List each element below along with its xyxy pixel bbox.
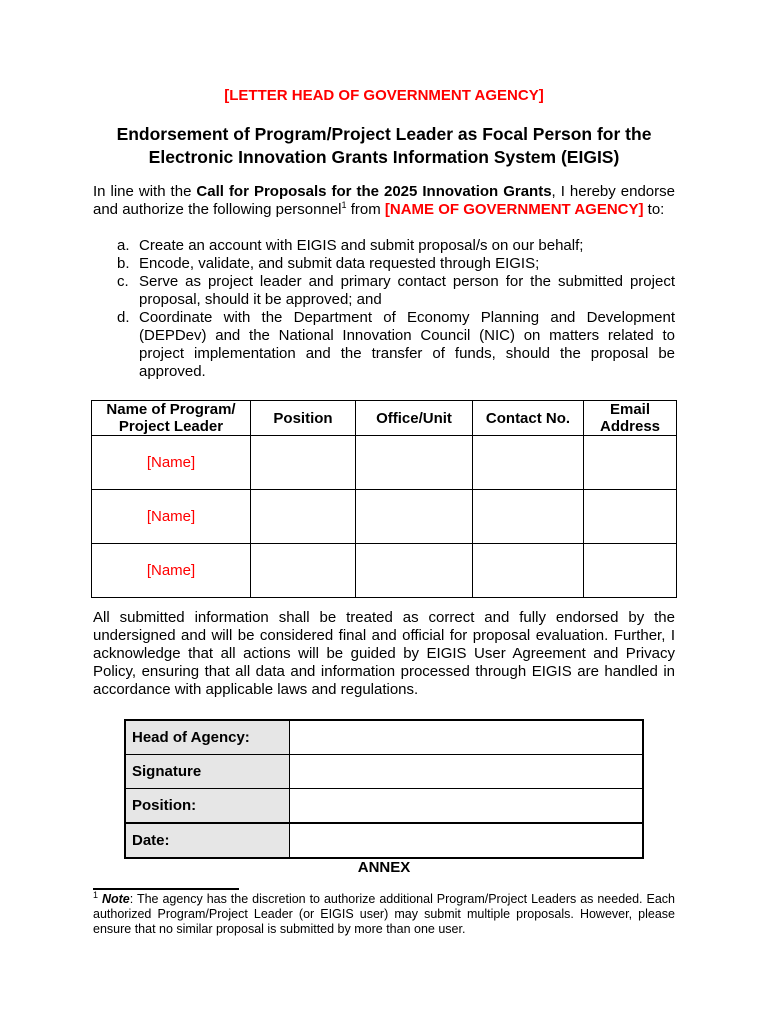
footnote-text: : The agency has the discretion to authorize additional Program/Project Leaders as needed. Each authorized Program/Project Leader (or EIGIS user) may submit multiple proposals. However, please ensure that no similar proposal is submitted by more than one user. (93, 892, 675, 936)
signature-row (125, 823, 643, 858)
contact-cell[interactable] (473, 544, 584, 598)
email-cell[interactable] (584, 436, 677, 490)
head-of-agency-field[interactable] (290, 720, 644, 755)
table-row (92, 490, 677, 544)
call-name: Call for Proposals for the 2025 Innovation Grants (196, 183, 552, 200)
footnote (93, 889, 675, 937)
table-row (92, 544, 677, 598)
list-item (93, 309, 675, 381)
intro-text: to: (643, 201, 665, 218)
footnote-divider (93, 888, 239, 890)
signature-row (125, 789, 643, 824)
list-item (93, 237, 675, 255)
list-text: Encode, validate, and submit data requested through EIGIS; (139, 255, 540, 272)
list-item (93, 273, 675, 309)
list-text: Create an account with EIGIS and submit proposal/s on our behalf; (139, 237, 584, 254)
date-field[interactable] (290, 823, 644, 858)
date-label: Date: (125, 823, 290, 858)
position-cell[interactable] (251, 490, 356, 544)
signature-label: Signature (125, 755, 290, 789)
position-field[interactable] (290, 789, 644, 824)
list-letter: d. (117, 309, 130, 326)
position-label: Position: (125, 789, 290, 824)
list-letter: c. (117, 273, 129, 290)
header-contact: Contact No. (473, 401, 584, 436)
footnote-ref: 1 (341, 200, 347, 210)
contact-cell[interactable] (473, 490, 584, 544)
authorization-list (93, 237, 675, 381)
office-cell[interactable] (356, 544, 473, 598)
office-cell[interactable] (356, 490, 473, 544)
signature-field[interactable] (290, 755, 644, 789)
name-cell[interactable]: [Name] (92, 436, 251, 490)
annex-heading: ANNEX (357, 859, 411, 876)
letterhead-placeholder: [LETTER HEAD OF GOVERNMENT AGENCY] (224, 87, 544, 104)
list-letter: b. (117, 255, 130, 272)
office-cell[interactable] (356, 436, 473, 490)
table-header-row (92, 401, 677, 436)
list-text: Coordinate with the Department of Economy Planning and Development (DEPDev) and the National Innovation Council (NIC) on matters related to project implementation and the transfer of funds, should the proposal be approved. (139, 309, 675, 380)
intro-paragraph (93, 183, 675, 219)
intro-text: In line with the (93, 183, 197, 200)
email-cell[interactable] (584, 490, 677, 544)
header-email: Email Address (584, 401, 677, 436)
name-cell[interactable]: [Name] (92, 490, 251, 544)
list-letter: a. (117, 237, 130, 254)
header-name: Name of Program/ Project Leader (92, 401, 251, 436)
table-row (92, 436, 677, 490)
note-label: Note (101, 892, 130, 906)
list-text: Serve as project leader and primary contact person for the submitted project proposal, should it be approved; and (139, 273, 675, 308)
name-cell[interactable]: [Name] (92, 544, 251, 598)
position-cell[interactable] (251, 544, 356, 598)
personnel-table (91, 400, 677, 598)
position-cell[interactable] (251, 436, 356, 490)
contact-cell[interactable] (473, 436, 584, 490)
intro-text: from (346, 201, 385, 218)
header-position: Position (251, 401, 356, 436)
signature-row (125, 755, 643, 789)
acknowledgement-paragraph: All submitted information shall be treated as correct and fully endorsed by the undersigned and will be considered final and official for proposal evaluation. Further, I acknowledge that all actions will be guided by EIGIS User Agreement and Privacy Policy, ensuring that all data and information processed through EIGIS are handled in accordance with applicable laws and regulations. (93, 609, 675, 698)
document-title: Endorsement of Program/Project Leader as Focal Person for the Electronic Innovation Grants Information System (EIGIS) (116, 124, 652, 167)
signature-row (125, 720, 643, 755)
footnote-number: 1 (93, 889, 99, 900)
head-of-agency-label: Head of Agency: (125, 720, 290, 755)
agency-placeholder: [NAME OF GOVERNMENT AGENCY] (384, 201, 644, 218)
header-office: Office/Unit (356, 401, 473, 436)
list-item (93, 255, 675, 273)
email-cell[interactable] (584, 544, 677, 598)
signature-table (124, 719, 644, 859)
intro-text: , I hereby endorse and authorize the following personnel (93, 183, 675, 218)
